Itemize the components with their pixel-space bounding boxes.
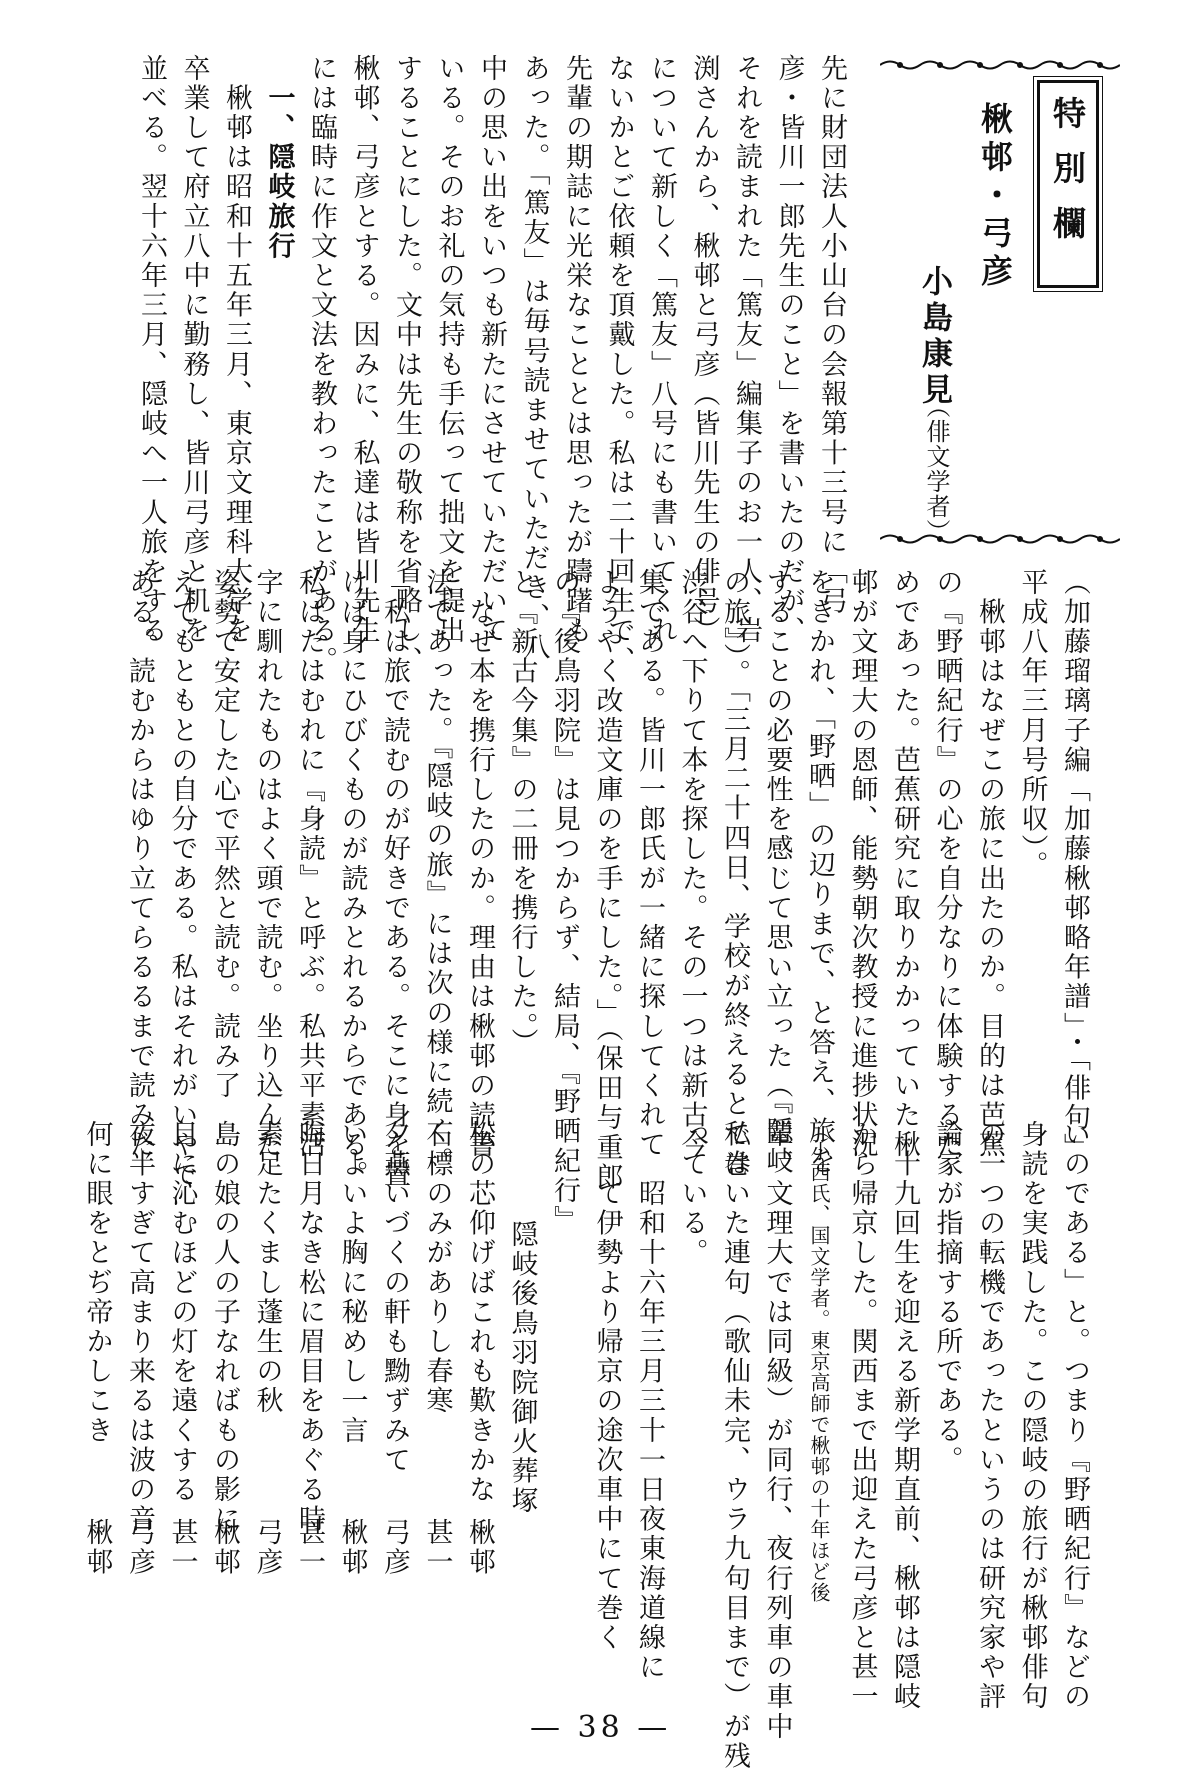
renku-heading: 隠岐後鳥羽院御火葬塚 [506, 1220, 538, 1516]
text-line: （小西氏、国文学者。東京高師で楸邨の十年ほど後 [807, 1120, 831, 1603]
renku-verse: 素足たくまし蓬生の秋 [251, 1120, 283, 1416]
text-line: の旅』）。「三月二十四日、学校が終えると私は [719, 568, 750, 1179]
text-line: 楸邨はなぜこの旅に出たのか。目的は芭蕉 [974, 568, 1005, 1160]
renku-verse: 晦日月なき松に眉目をあぐる時 [294, 1120, 325, 1535]
text-line: て伊勢より帰京の途次車中にて巻く [591, 1120, 623, 1653]
top-right-text-block [130, 54, 853, 676]
text-line: 並べる。翌十六年三月、隠岐へ一人旅をする [136, 54, 167, 646]
renku-author: 甚一 [294, 1518, 325, 1578]
article-title: 楸邨・弓彦 [976, 102, 1014, 292]
text-line: 中の思い出をいつも新たにさせていただいて [476, 54, 507, 646]
text-line: について新しく「篤友」八号にも書いてくれ [646, 54, 677, 646]
text-line: の『後鳥羽院』は見つからず、結局、『野晒紀行』 [549, 568, 580, 1236]
renku-verse: 夜半すぎて高まり来るは波の音 [124, 1120, 155, 1535]
page-number: — 38 — [530, 1710, 672, 1745]
text-line: 輩、文理大では同級）が同行、夜行列車の車中 [761, 1120, 793, 1742]
renku-author: 楸邨 [81, 1518, 113, 1578]
text-line: 楸邨は昭和十五年三月、東京文理科大学を [221, 54, 252, 646]
text-line: 渋谷へ下りて本を探した。その一つは新古今 [676, 568, 708, 1160]
text-line: 渕さんから、楸邨と弓彦（皆川先生の俳号） [688, 54, 720, 646]
text-line: することにした。文中は先生の敬称を省略し、 [391, 54, 422, 676]
text-line: けば身にひびくものが読みとれるからである。 [336, 568, 368, 1190]
renku-author: 楸邨 [336, 1518, 368, 1578]
text-line: それを読まれた「篤友」編集子のお一人、岩 [731, 54, 762, 646]
text-line: 身読を実践した。この隠岐の旅行が楸邨俳句 [1016, 1120, 1048, 1712]
ornament-top [880, 56, 1120, 74]
text-line: 法であった。『隠岐の旅』には次の様に続く。 [421, 568, 453, 1177]
renku-author: 弓彦 [251, 1518, 283, 1578]
text-line: めであった。芭蕉研究に取りかかっていた楸 [889, 568, 920, 1160]
renku-author: 甚一 [166, 1518, 198, 1578]
text-line: 平成八年三月号所収）。 [1016, 568, 1048, 881]
text-line: ないかとご依頼を頂戴した。私は二十回生で、 [603, 54, 635, 676]
renku-author: 楸邨 [464, 1518, 495, 1578]
text-line: 卒業して府立八中に勤務し、皆川弓彦と机を [178, 54, 210, 646]
text-line: 邨が文理大の恩師、能勢朝次教授に進捗状況 [846, 568, 878, 1160]
author-note: （俳文学者） [922, 394, 950, 544]
text-line: 集である。皆川一郎氏が一緒に探してくれて [634, 568, 665, 1160]
text-line: 彦・皆川一郎先生のこと」を書いたのだが、 [773, 54, 805, 646]
text-line: （加藤瑠璃子編「加藤楸邨略年譜」・「俳句」 [1059, 568, 1090, 1163]
text-line: 姿勢で安定した心で平然と読む。読み了 [209, 568, 240, 1101]
text-line: 楸邨、弓彦とする。因みに、私達は皆川先生 [348, 54, 380, 646]
renku-verse: いよいよ胸に秘めし一言 [336, 1120, 368, 1446]
text-line: で巻いた連句（歌仙未完、ウラ九句目まで）が残 [719, 1120, 750, 1771]
text-line: をきかれ、「野晒」の辺りまで、と答え、旅を [804, 568, 835, 1177]
text-line: 十九回生を迎える新学期直前、楸邨は隠岐 [889, 1120, 920, 1712]
text-line: いのである」と。つまり『野晒紀行』などの [1059, 1120, 1090, 1712]
text-line: の『野晒紀行』の心を自分なりに体験するた [931, 568, 963, 1160]
text-line: あった。「篤友」は毎号読ませていただき、八 [518, 54, 550, 663]
renku-verse: 松の芯仰げばこれも歎きかな [464, 1120, 495, 1505]
special-column-label: 特別欄 [1048, 96, 1087, 261]
renku-authors [75, 1518, 500, 1648]
renku-verse: 石標のみがありし春寒 [421, 1120, 453, 1416]
renku-author: 甚一 [421, 1518, 453, 1578]
renku-author: 弓彦 [124, 1518, 155, 1578]
text-line: 昭和十六年三月三十一日夜東海道線に [634, 1120, 665, 1683]
section-heading: 一、隠岐旅行 [263, 54, 295, 262]
text-line: っている。 [676, 1120, 708, 1268]
text-line: することの必要性を感じて思い立った（『隠岐 [761, 568, 793, 1177]
renku-verse: 何に眼をとぢ帝かしこき [81, 1120, 113, 1446]
renku-verse: 夕燕いづくの軒も黝ずみて [379, 1120, 410, 1476]
text-line: 先輩の期誌に光栄なこととは思ったが躊躇も [561, 54, 592, 646]
text-line: えてもともとの自分である。私はそれがいやで [166, 568, 198, 1190]
text-line: 字に馴れたものはよく頭で読む。坐り込んだ [251, 568, 283, 1160]
ornament-bottom [880, 530, 1120, 548]
text-line: 論家が指摘する所である。 [931, 1120, 963, 1476]
text-line: 私はたはむれに『身読』と呼ぶ。私共平素活 [294, 568, 325, 1160]
renku-verse: 島の娘の人の子なればもの影に [209, 1120, 240, 1535]
text-line: と『新古今集』の二冊を携行した。） [506, 568, 538, 1058]
text-line: いる。そのお礼の気持も手伝って拙文を提出 [433, 54, 465, 646]
renku-verse: 目に沁むほどの灯を遠くする [166, 1120, 198, 1505]
text-line: ある。読むからはゆり立てらるるまで読みた [124, 568, 155, 1160]
text-line: には臨時に作文と文法を教わったことがある。 [306, 54, 337, 676]
text-line: から帰京した。関西まで出迎えた弓彦と甚一 [846, 1120, 878, 1712]
renku-author: 弓彦 [379, 1518, 410, 1578]
text-line: 「私は旅で読むのが好きである。そこに身を置 [379, 568, 410, 1190]
text-line: 先に財団法人小山台の会報第十三号に「弓 [816, 54, 847, 617]
author-name: 小島康見 [916, 265, 952, 409]
text-line: ようやく改造文庫のを手にした。」（保田与重郎 [591, 568, 623, 1193]
renku-author: 楸邨 [209, 1518, 240, 1578]
text-line: なぜ本を携行したのか。理由は楸邨の読書 [464, 568, 495, 1160]
text-line: の一つの転機であったというのは研究家や評 [974, 1120, 1005, 1712]
